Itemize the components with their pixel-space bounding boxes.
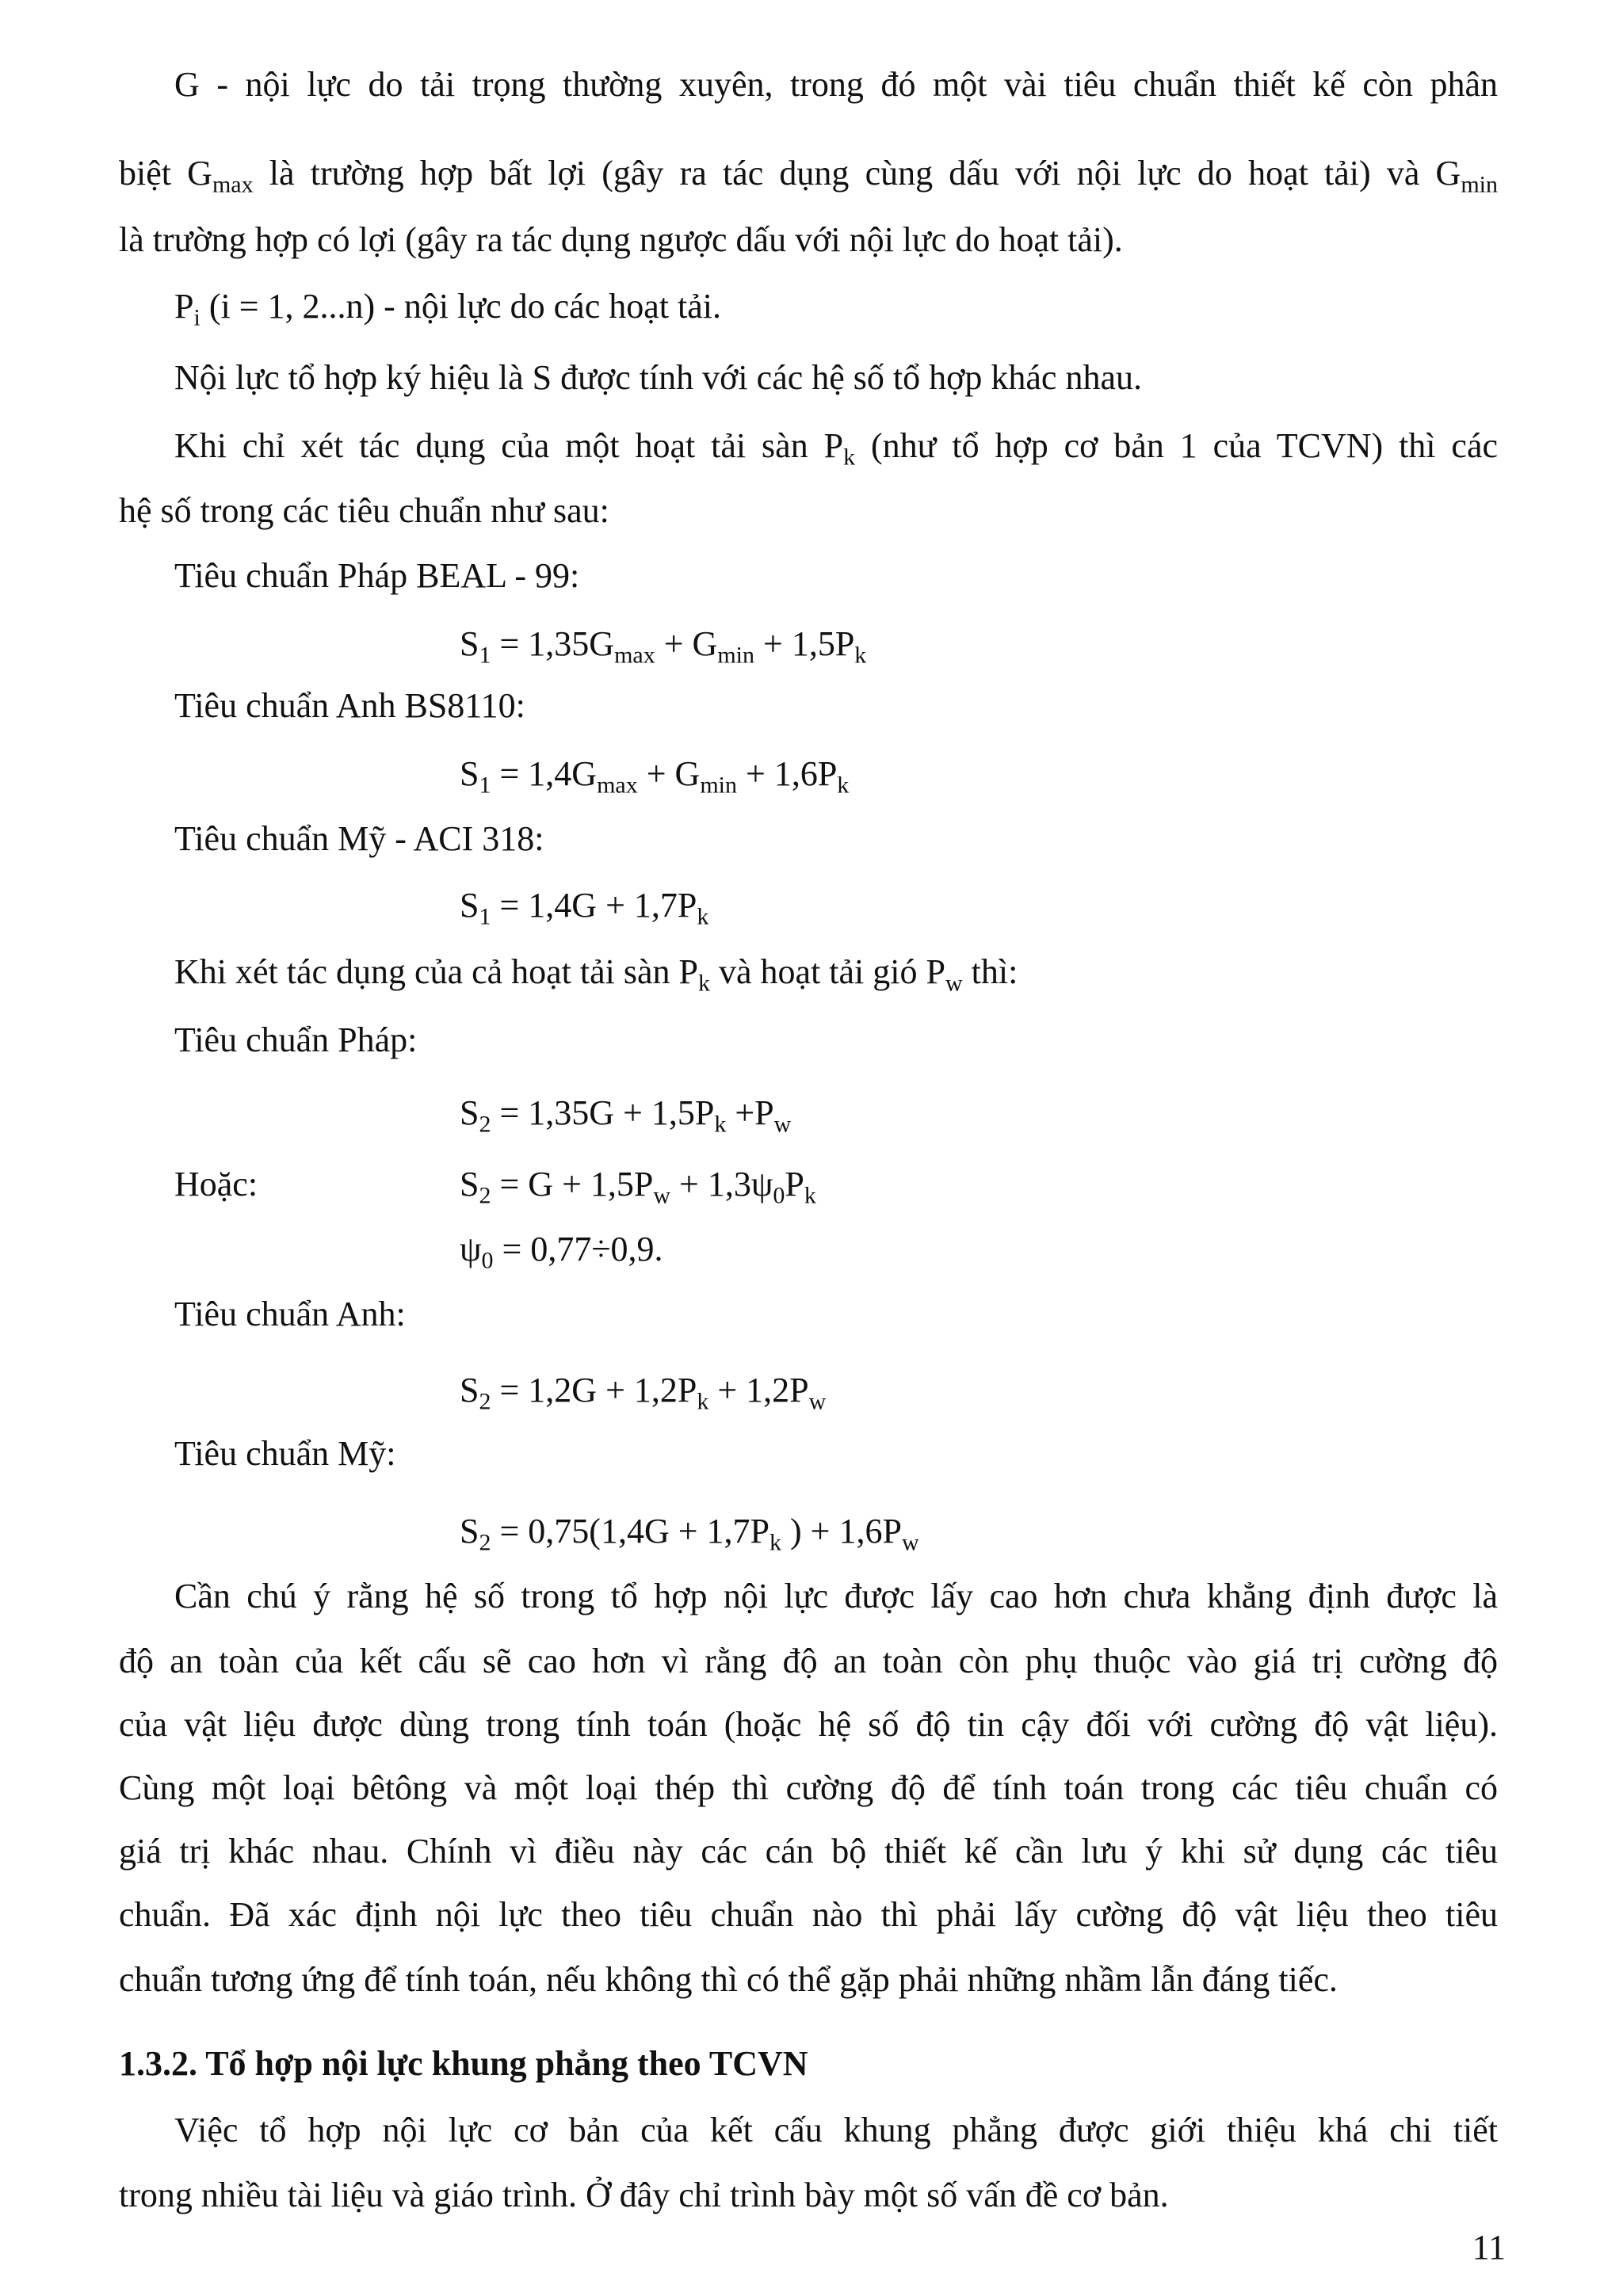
paragraph-line: của vật liệu được dùng trong tính toán (hoặc hệ số độ tin cậy đối với cường độ vật liệu). (119, 1705, 1498, 1744)
standard-label: Tiêu chuẩn Mỹ: (174, 1434, 396, 1473)
paragraph-line: Khi xét tác dụng của cả hoạt tải sàn $P_k$ và hoạt tải gió $P_w$ thì: (174, 952, 1018, 997)
paragraph-line: chuẩn tương ứng để tính toán, nếu không thì có thể gặp phải những nhầm lẫn đáng tiếc. (119, 1960, 1338, 1999)
paragraph-line: Nội lực tổ hợp ký hiệu là S được tính với các hệ số tổ hợp khác nhau. (174, 358, 1142, 397)
formula: $S_1 = 1,4G + 1,7P_k$ (460, 886, 709, 930)
formula: $\psi_0 = 0,77\div 0,9$. (460, 1230, 663, 1274)
paragraph-line: biệt $G_{max}$ là trường hợp bất lợi (gây ra tác dụng cùng dấu với nội lực do hoạt tải) và $G_{min}$ (119, 154, 1498, 198)
formula: $S_2 = 1,35G + 1,5P_k +P_w$ (460, 1093, 792, 1138)
paragraph-line: $P_i$ (i = 1, 2...n) - nội lực do các hoạt tải. (174, 287, 721, 331)
alt-label: Hoặc: (174, 1165, 258, 1203)
paragraph-line: Việc tổ hợp nội lực cơ bản của kết cấu khung phẳng được giới thiệu khá chi tiết (174, 2111, 1498, 2149)
paragraph-line: Cùng một loại bêtông và một loại thép thì cường độ để tính toán trong các tiêu chuẩn có (119, 1768, 1498, 1807)
paragraph-line: trong nhiều tài liệu và giáo trình. Ở đây chỉ trình bày một số vấn đề cơ bản. (119, 2176, 1169, 2214)
paragraph-line: là trường hợp có lợi (gây ra tác dụng ngược dấu với nội lực do hoạt tải). (119, 220, 1123, 259)
section-heading: 1.3.2. Tổ hợp nội lực khung phẳng theo TCVN (119, 2044, 808, 2083)
formula: $S_2 = G + 1,5P_w + 1,3\psi_0P_k$ (460, 1165, 816, 1209)
formula: $S_2 = 0,75(1,4G + 1,7P_k$ ) + $1,6P_w$ (460, 1512, 919, 1556)
paragraph-line: Cần chú ý rằng hệ số trong tổ hợp nội lực được lấy cao hơn chưa khẳng định được là (174, 1577, 1498, 1615)
paragraph-line: độ an toàn của kết cấu sẽ cao hơn vì rằng độ an toàn còn phụ thuộc vào giá trị cường độ (119, 1642, 1498, 1680)
paragraph-line: giá trị khác nhau. Chính vì điều này các cán bộ thiết kế cần lưu ý khi sử dụng các tiêu (119, 1832, 1498, 1871)
paragraph-line: chuẩn. Đã xác định nội lực theo tiêu chuẩn nào thì phải lấy cường độ vật liệu theo tiêu (119, 1895, 1498, 1934)
paragraph-line: G - nội lực do tải trọng thường xuyên, trong đó một vài tiêu chuẩn thiết kế còn phân (174, 65, 1498, 104)
standard-label: Tiêu chuẩn Pháp: (174, 1020, 418, 1059)
paragraph-line: hệ số trong các tiêu chuẩn như sau: (119, 491, 609, 530)
formula: $S_1 = 1,35G_{max} + G_{min} + 1,5P_k$ (460, 624, 867, 669)
formula: $S_2 = 1,2G + 1,2P_k + 1,2P_w$ (460, 1371, 827, 1415)
page-number: 11 (1472, 2228, 1506, 2267)
paragraph-line: Khi chỉ xét tác dụng của một hoạt tải sàn $P_k$ (như tổ hợp cơ bản 1 của TCVN) thì các (174, 426, 1499, 471)
standard-label: Tiêu chuẩn Pháp BEAL - 99: (174, 556, 580, 595)
standard-label: Tiêu chuẩn Anh BS8110: (174, 686, 525, 725)
formula: $S_1 = 1,4G_{max} + G_{min} + 1,6P_k$ (460, 754, 850, 799)
standard-label: Tiêu chuẩn Mỹ - ACI 318: (174, 819, 544, 858)
standard-label: Tiêu chuẩn Anh: (174, 1295, 406, 1333)
